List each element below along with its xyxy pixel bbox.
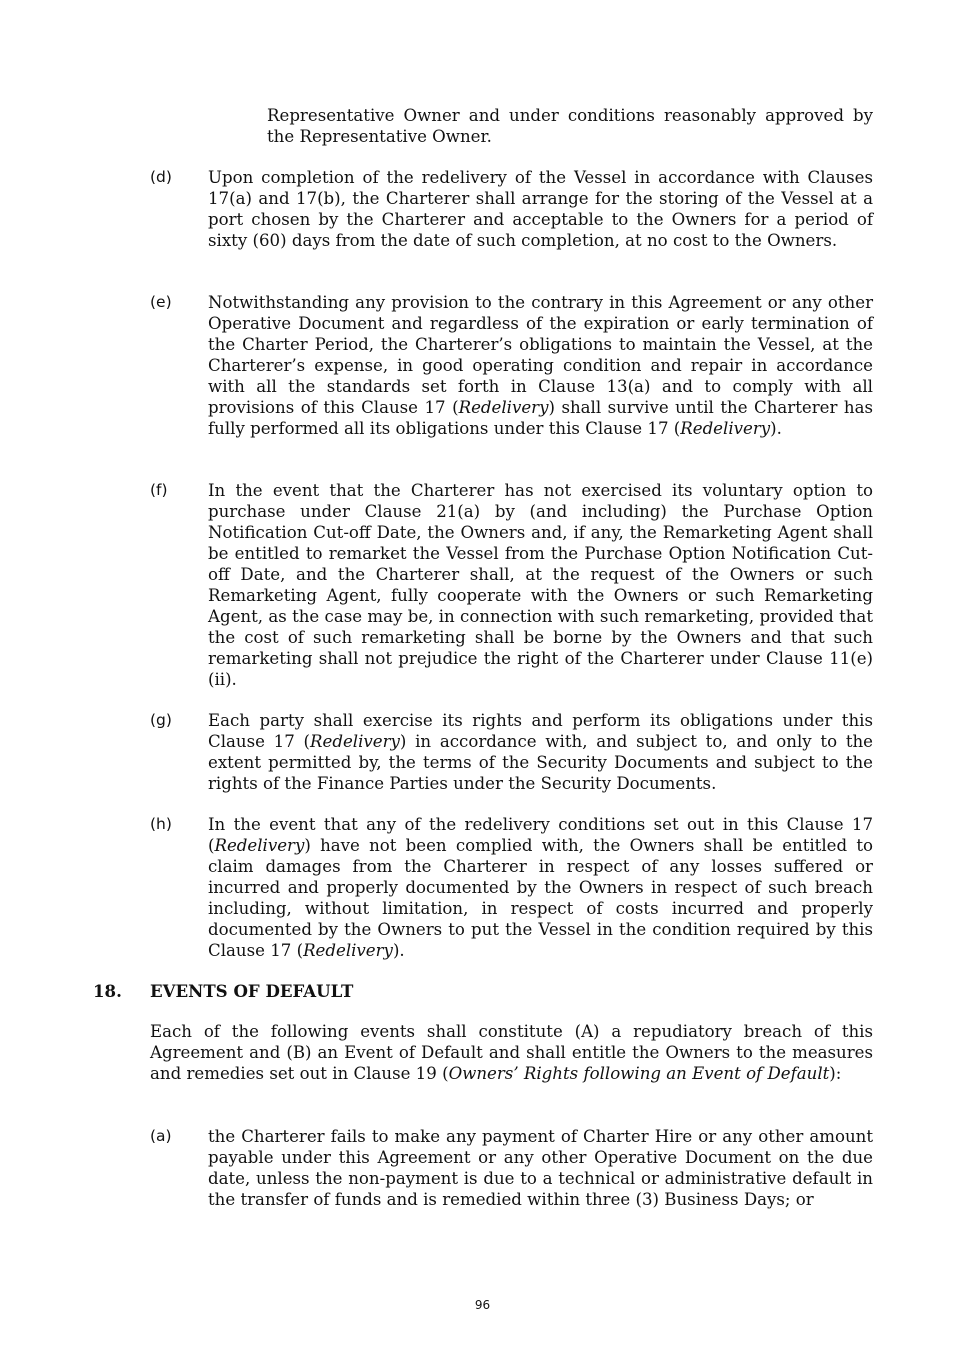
section-number: 18. (93, 981, 122, 1001)
item-label: (g) (150, 711, 172, 729)
clause-item-f (150, 480, 873, 690)
item-text: In the event that any of the redelivery conditions set out in this Clause 17 (Redelivery) have not been complied with, the Owners shall be entitled to claim damages from the Charterer in respect of any losses suffered or incurred and properly documented by the Owners in respect of such breach including, without limitation, in respect of costs incurred and properly documented by the Owners to put the Vessel in the condition required by this Clause 17 (Redelivery). (208, 815, 873, 960)
section-heading (93, 981, 353, 1002)
section-title: EVENTS OF DEFAULT (150, 981, 354, 1001)
clause-item-d (150, 167, 873, 251)
item-text: Each party shall exercise its rights and perform its obligations under this Clause 17 (Redelivery) in accordance with, and subject to, and only to the extent permitted by, the terms of the Security Documents and subject to the rights of the Finance Parties under the Security Documents. (208, 711, 874, 793)
continued-paragraph: Representative Owner and under conditions reasonably approved by the Representative Owner. (267, 106, 873, 146)
clause-item-a (150, 1126, 873, 1210)
item-text: Upon completion of the redelivery of the Vessel in accordance with Clauses 17(a) and 17(b), the Charterer shall arrange for the storing of the Vessel at a port chosen by the Charterer and acceptable to the Owners for a period of sixty (60) days from the date of such completion, at no cost to the Owners. (208, 168, 873, 250)
item-text: the Charterer fails to make any payment of Charter Hire or any other amount payable under this Agreement or any other Operative Document on the due date, unless the non-payment is due to a technical or administrative default in the transfer of funds and is remedied within three (3) Business Days; or (208, 1127, 873, 1209)
clause-item-e (150, 292, 873, 439)
item-label: (a) (150, 1127, 172, 1145)
item-text: Notwithstanding any provision to the contrary in this Agreement or any other Operative Document and regardless of the expiration or early termination of the Charter Period, the Charterer’s obligations to maintain the Vessel, at the Charterer’s expense, in good operating condition and repair in accordance with all the standards set forth in Clause 13(a) and to comply with all provisions of this Clause 17 (Redelivery) shall survive until the Charterer has fully performed all its obligations under this Clause 17 (Redelivery). (208, 293, 874, 438)
section-intro: Each of the following events shall constitute (A) a repudiatory breach of this Agreement and (B) an Event of Default and shall entitle the Owners to the measures and remedies set out in Clause 19 (Owners’ Rights following an Event of Default): (150, 1022, 873, 1083)
item-label: (h) (150, 815, 172, 833)
clause-item-h (150, 814, 873, 961)
item-label: (f) (150, 481, 168, 499)
clause-item-g (150, 710, 873, 794)
item-label: (d) (150, 168, 172, 186)
item-label: (e) (150, 293, 172, 311)
item-text: In the event that the Charterer has not exercised its voluntary option to purchase under Clause 21(a) by (and including) the Purchase Option Notification Cut-off Date, the Owners and, if any, the Remarketing Agent shall be entitled to remarket the Vessel from the Purchase Option Notification Cut-off Date, and the Charterer shall, at the request of the Owners or such Remarketing Agent, fully cooperate with the Owners or such Remarketing Agent, as the case may be, in connection with such remarketing, provided that the cost of such remarketing shall be borne by the Owners and that such remarketing shall not prejudice the right of the Charterer under Clause 11(e)(ii). (208, 481, 873, 689)
page-number: 96 (474, 1298, 491, 1312)
